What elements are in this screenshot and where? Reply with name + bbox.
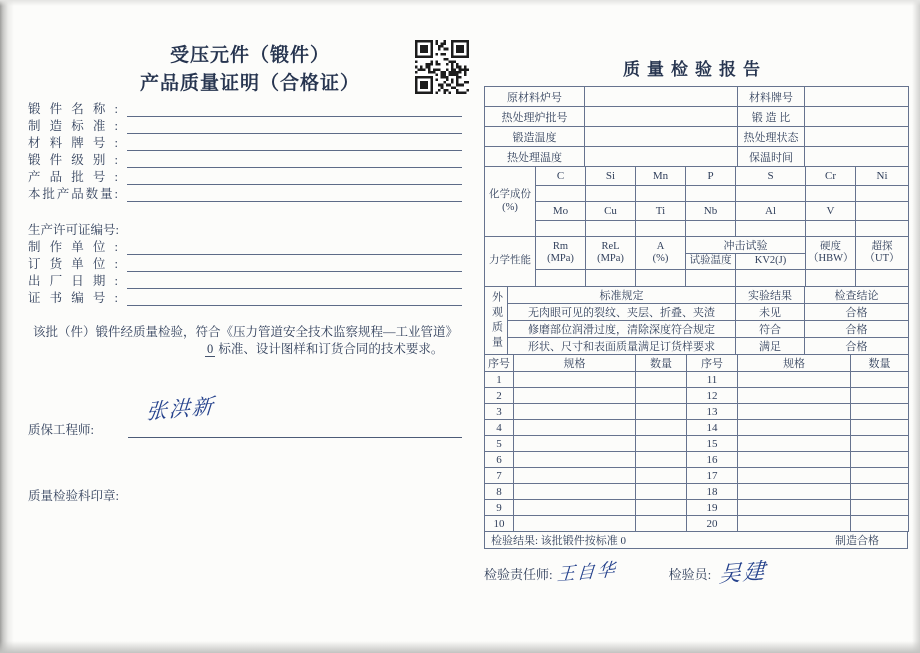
chem-element: S [736, 167, 806, 186]
serial-cell: 20 [687, 516, 738, 532]
field-row-license-no [28, 221, 462, 238]
items-header: 规格 [514, 355, 636, 372]
appearance-standard: 修磨部位润滑过度，清除深度符合规定 [508, 321, 736, 338]
field-row-ordering-unit [28, 255, 462, 272]
chem-element: Ni [856, 167, 909, 186]
qty-cell [636, 452, 687, 468]
chem-element [856, 202, 909, 221]
field-row-certificate-no [28, 289, 462, 306]
field-row-material-grade [28, 134, 462, 151]
report-title: 质量检验报告 [623, 60, 767, 79]
statement-standard-number: 0 [207, 342, 214, 356]
inspection-result-text: 检验结果: 该批锻件按标准 0 [491, 535, 627, 547]
table-row [485, 321, 909, 338]
table-row [485, 202, 909, 221]
inspector-signature: 王自华 [555, 559, 618, 585]
info-label: 原材料炉号 [485, 87, 585, 107]
appearance-result: 符合 [736, 321, 805, 338]
field-label: 材料牌号: [28, 136, 118, 150]
table-row [485, 484, 909, 500]
qa-engineer-row [28, 420, 462, 438]
spec-cell [738, 468, 851, 484]
items-header: 数量 [636, 355, 687, 372]
mech-value [536, 270, 586, 287]
table-row [485, 338, 909, 355]
qty-cell [851, 404, 909, 420]
qty-cell [636, 404, 687, 420]
field-row-product-batch [28, 168, 462, 185]
table-row [485, 186, 909, 202]
info-label: 锻造温度 [485, 127, 585, 147]
appearance-result: 满足 [736, 338, 805, 355]
field-line [127, 152, 462, 168]
chem-element: C [536, 167, 586, 186]
statement-line2-text: 标准、设计图样和订货合同的技术要求。 [218, 342, 444, 356]
spec-cell [738, 452, 851, 468]
inspection-stamp-label: 质量检验科印章: [28, 489, 119, 503]
manufacture-verdict: 制造合格 [835, 535, 879, 547]
qty-cell [851, 420, 909, 436]
spec-cell [514, 468, 636, 484]
qty-cell [636, 468, 687, 484]
qr-code [415, 40, 469, 94]
appearance-standard: 无肉眼可见的裂纹、夹层、折叠、夹渣 [508, 304, 736, 321]
mech-col-rel-symbol: ReL [601, 240, 620, 252]
table-row [485, 436, 909, 452]
info-value [585, 107, 738, 127]
serial-cell: 13 [687, 404, 738, 420]
field-line [127, 186, 462, 202]
field-line [127, 169, 462, 185]
field-label: 证书编号: [28, 291, 118, 305]
info-value [585, 147, 738, 167]
chem-value [686, 221, 736, 237]
info-label: 锻 造 比 [738, 107, 805, 127]
chem-label-line2: (%) [502, 201, 518, 213]
spec-cell [738, 420, 851, 436]
serial-cell: 8 [485, 484, 514, 500]
field-label: 订货单位: [28, 257, 118, 271]
mech-value [636, 270, 686, 287]
spec-cell [514, 372, 636, 388]
table-row [485, 270, 909, 287]
mech-value [586, 270, 636, 287]
field-row-shipping-date [28, 272, 462, 289]
appearance-section-label [485, 287, 508, 355]
quality-report-table [484, 86, 908, 549]
serial-cell: 11 [687, 372, 738, 388]
result-table [484, 531, 908, 549]
result-cell [485, 532, 908, 549]
mech-col-elongation [636, 237, 686, 270]
field-row-forging-name [28, 100, 462, 117]
chem-section-label [485, 167, 536, 237]
chem-element: Cr [806, 167, 856, 186]
appearance-header-conclusion: 检查结论 [805, 287, 909, 304]
serial-cell: 15 [687, 436, 738, 452]
page-edge-top [0, 0, 920, 6]
qty-cell [851, 436, 909, 452]
info-value [585, 87, 738, 107]
serial-cell: 18 [687, 484, 738, 500]
chem-value [586, 221, 636, 237]
table-row [485, 372, 909, 388]
serial-cell: 17 [687, 468, 738, 484]
spec-cell [514, 484, 636, 500]
chem-value [806, 186, 856, 202]
info-table [484, 86, 909, 167]
serial-cell: 9 [485, 500, 514, 516]
field-label: 制作单位: [28, 240, 118, 254]
qty-cell [636, 436, 687, 452]
field-row-manufacturer [28, 238, 462, 255]
chem-element: Cu [586, 202, 636, 221]
qty-cell [851, 372, 909, 388]
serial-cell: 4 [485, 420, 514, 436]
items-header: 规格 [738, 355, 851, 372]
producer-fields-group [28, 221, 462, 306]
spec-cell [738, 516, 851, 532]
items-header: 序号 [485, 355, 514, 372]
items-header-row [485, 355, 909, 372]
spec-cell [738, 484, 851, 500]
field-line [127, 290, 462, 306]
result-row [485, 532, 908, 549]
qa-engineer-signature: 张洪新 [145, 393, 216, 425]
serial-cell: 16 [687, 452, 738, 468]
table-row [485, 167, 909, 186]
field-label: 制造标准: [28, 119, 118, 133]
statement-line2 [205, 341, 467, 358]
table-row [485, 147, 909, 167]
report-signature-row [484, 556, 914, 587]
spec-cell [514, 420, 636, 436]
info-value [805, 147, 909, 167]
serial-cell: 19 [687, 500, 738, 516]
page-edge-bottom [0, 641, 920, 653]
table-row [485, 221, 909, 237]
table-row [485, 500, 909, 516]
qty-cell [636, 484, 687, 500]
field-label: 本批产品数量: [28, 187, 118, 201]
mech-value [736, 270, 806, 287]
serial-cell: 10 [485, 516, 514, 532]
table-row [485, 237, 909, 254]
chem-value [636, 186, 686, 202]
field-line [127, 118, 462, 134]
table-row [485, 468, 909, 484]
items-header: 序号 [687, 355, 738, 372]
statement-line1: 该批（件）锻件经质量检验，符合《压力管道安全技术监察规程—工业管道》 [33, 325, 459, 339]
table-row [485, 452, 909, 468]
qty-cell [851, 468, 909, 484]
qty-cell [851, 452, 909, 468]
info-value [585, 127, 738, 147]
chem-value [856, 221, 909, 237]
appearance-conclusion: 合格 [805, 304, 909, 321]
mech-ut-unit: （UT） [864, 253, 900, 264]
spec-cell [514, 452, 636, 468]
table-row [485, 420, 909, 436]
spec-cell [738, 388, 851, 404]
page-edge-left [0, 0, 14, 653]
mech-impact-kv-header: KV2(J) [736, 254, 806, 270]
qty-cell [851, 388, 909, 404]
mech-impact-temp-header: 试验温度 [686, 254, 736, 270]
chem-label-line1: 化学成份 [489, 189, 531, 201]
serial-cell: 2 [485, 388, 514, 404]
info-label: 材料牌号 [738, 87, 805, 107]
items-table [484, 354, 909, 532]
spec-cell [514, 500, 636, 516]
field-label: 产品批号: [28, 170, 118, 184]
spec-cell [738, 404, 851, 420]
mech-col-a-symbol: A [656, 240, 665, 252]
serial-cell: 3 [485, 404, 514, 420]
field-label: 生产许可证编号: [28, 223, 119, 237]
appearance-header-standard: 标准规定 [508, 287, 736, 304]
field-line [127, 101, 462, 117]
qa-engineer-label: 质保工程师: [28, 423, 94, 437]
spec-cell [514, 388, 636, 404]
appearance-conclusion: 合格 [805, 338, 909, 355]
inspector-label: 检验责任师: [484, 567, 553, 582]
qty-cell [636, 372, 687, 388]
spec-cell [514, 516, 636, 532]
mech-col-rm-symbol: Rm [552, 240, 569, 252]
product-fields-group [28, 100, 462, 202]
qty-cell [636, 500, 687, 516]
qa-signature-line [128, 421, 462, 438]
chem-value [806, 221, 856, 237]
mech-hardness-name: 硬度 [820, 240, 841, 252]
spec-cell [738, 436, 851, 452]
serial-cell: 14 [687, 420, 738, 436]
appearance-conclusion: 合格 [805, 321, 909, 338]
field-line [127, 273, 462, 289]
table-row [485, 107, 909, 127]
chem-value [736, 221, 806, 237]
qty-cell [636, 420, 687, 436]
field-row-forging-class [28, 151, 462, 168]
field-line [127, 256, 462, 272]
mech-col-rel-unit: (MPa) [597, 253, 624, 264]
info-label: 热处理温度 [485, 147, 585, 167]
qty-cell [851, 516, 909, 532]
table-row [485, 127, 909, 147]
table-row [485, 287, 909, 304]
chem-element: Al [736, 202, 806, 221]
info-label: 保温时间 [738, 147, 805, 167]
field-label: 锻件名称: [28, 102, 118, 116]
mechanical-properties-table [484, 236, 909, 287]
table-row [485, 388, 909, 404]
serial-cell: 5 [485, 436, 514, 452]
chem-element: Ti [636, 202, 686, 221]
field-row-manufacturing-standard [28, 117, 462, 134]
qty-cell [851, 500, 909, 516]
mech-col-hardness [806, 237, 856, 270]
chem-value [586, 186, 636, 202]
chem-value [536, 186, 586, 202]
info-value [805, 107, 909, 127]
field-label: 出厂日期: [28, 274, 118, 288]
mech-col-rel [586, 237, 636, 270]
appearance-label-text: 外观质量 [490, 290, 503, 351]
chem-element: Mn [636, 167, 686, 186]
serial-cell: 7 [485, 468, 514, 484]
appearance-quality-table [484, 286, 909, 355]
table-row [485, 304, 909, 321]
info-label: 热处理状态 [738, 127, 805, 147]
field-line [127, 239, 462, 255]
spec-cell [514, 404, 636, 420]
mech-value [856, 270, 909, 287]
serial-cell: 6 [485, 452, 514, 468]
chem-element: Si [586, 167, 636, 186]
chem-element: Nb [686, 202, 736, 221]
examiner-label: 检验员: [668, 567, 712, 582]
certificate-title-line1: 受压元件（锻件） [169, 45, 330, 66]
spec-cell [514, 436, 636, 452]
mech-impact-test-header: 冲击试验 [686, 237, 806, 254]
field-line [127, 135, 462, 151]
appearance-standard: 形状、尺寸和表面质量满足订货样要求 [508, 338, 736, 355]
mech-col-rm [536, 237, 586, 270]
mech-col-a-unit: (%) [652, 253, 669, 264]
qty-cell [851, 484, 909, 500]
chem-value [736, 186, 806, 202]
chemical-composition-table [484, 166, 909, 237]
field-row-batch-quantity [28, 185, 462, 202]
info-label: 热处理炉批号 [485, 107, 585, 127]
serial-cell: 12 [687, 388, 738, 404]
spec-cell [738, 500, 851, 516]
chem-element: P [686, 167, 736, 186]
examiner-signature: 吴建 [718, 557, 768, 588]
chem-value [636, 221, 686, 237]
info-value [805, 87, 909, 107]
mech-value [686, 270, 736, 287]
mech-col-ut [856, 237, 909, 270]
serial-cell: 1 [485, 372, 514, 388]
conformity-statement [33, 324, 467, 358]
items-header: 数量 [851, 355, 909, 372]
mech-col-rm-unit: (MPa) [547, 253, 574, 264]
chem-value [686, 186, 736, 202]
certificate-title-line2: 产品质量证明（合格证） [139, 72, 360, 94]
field-label: 锻件级别: [28, 153, 118, 167]
chem-value [536, 221, 586, 237]
info-value [805, 127, 909, 147]
table-row [485, 516, 909, 532]
spec-cell [738, 372, 851, 388]
chem-element: V [806, 202, 856, 221]
chem-value [856, 186, 909, 202]
mech-section-label: 力学性能 [485, 237, 536, 287]
qty-cell [636, 516, 687, 532]
chem-element: Mo [536, 202, 586, 221]
certificate-title [60, 42, 440, 97]
mech-value [806, 270, 856, 287]
mech-hardness-unit: （HBW） [808, 253, 854, 264]
table-row [485, 87, 909, 107]
table-row [485, 404, 909, 420]
appearance-header-result: 实验结果 [736, 287, 805, 304]
appearance-result: 未见 [736, 304, 805, 321]
qty-cell [636, 388, 687, 404]
mech-ut-name: 超探 [871, 240, 893, 252]
